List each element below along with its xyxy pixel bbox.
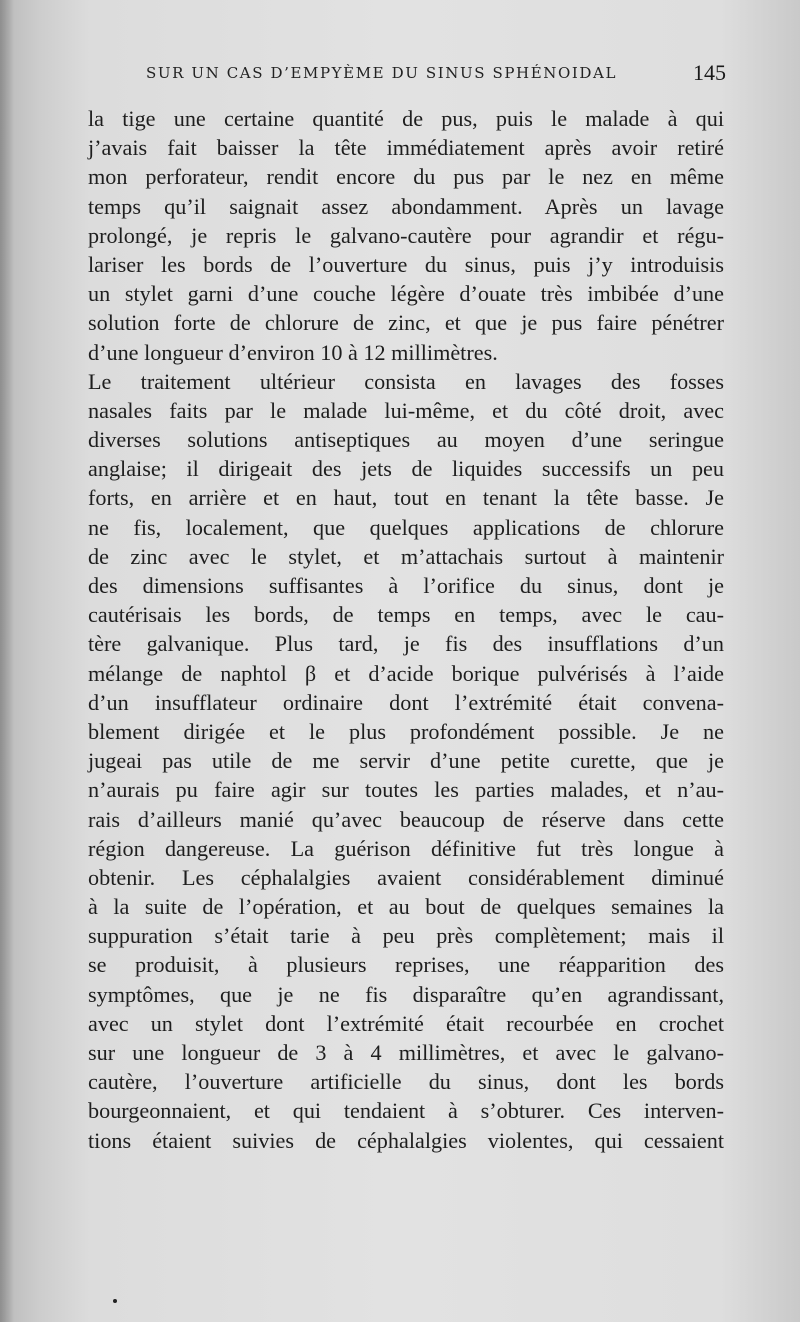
text-line: rais d’ailleurs manié qu’avec beaucoup de réserve dans cette bbox=[88, 806, 724, 832]
text-line: avec un stylet dont l’extrémité était recourbée en crochet bbox=[88, 1010, 724, 1036]
text-line: anglaise; il dirigeait des jets de liquides successifs un peu bbox=[88, 456, 724, 482]
text-line: j’avais fait baisser la tête immédiatement après avoir retiré bbox=[88, 135, 724, 161]
text-line: sur une longueur de 3 à 4 millimètres, et avec le galvano- bbox=[88, 1040, 724, 1065]
text-line: n’aurais pu faire agir sur toutes les parties malades, et n’au- bbox=[88, 777, 724, 803]
text-line: tère galvanique. Plus tard, je fis des insufflations d’un bbox=[88, 631, 724, 657]
page-number: 145 bbox=[693, 60, 726, 85]
text-line: tions étaient suivies de céphalalgies violentes, qui cessaient bbox=[88, 1127, 724, 1153]
text-line: bourgeonnaient, et qui tendaient à s’obturer. Ces interven- bbox=[88, 1098, 724, 1124]
text-line: diverses solutions antiseptiques au moyen d’une seringue bbox=[88, 427, 724, 453]
text-line: se produisit, à plusieurs reprises, une réapparition des bbox=[88, 952, 724, 978]
text-line: forts, en arrière et en haut, tout en tenant la tête basse. Je bbox=[88, 485, 724, 511]
text-line: nasales faits par le malade lui-même, et du côté droit, avec bbox=[88, 397, 724, 423]
text-line: cautérisais les bords, de temps en temps, avec le cau- bbox=[88, 602, 724, 628]
text-line: temps qu’il saignait assez abondamment. Après un lavage bbox=[88, 193, 724, 219]
text-line-indented: Le traitement ultérieur consista en lavages des fosses bbox=[88, 368, 724, 394]
text-line: à la suite de l’opération, et au bout de quelques semaines la bbox=[88, 894, 724, 920]
text-line: ne fis, localement, que quelques applications de chlorure bbox=[88, 514, 724, 540]
text-line: un stylet garni d’une couche légère d’ouate très imbibée d’une bbox=[88, 281, 724, 307]
text-line: symptômes, que je ne fis disparaître qu’en agrandissant, bbox=[88, 981, 724, 1007]
text-line: jugeai pas utile de me servir d’une petite curette, que je bbox=[88, 748, 724, 774]
text-line: blement dirigée et le plus profondément possible. Je ne bbox=[88, 718, 724, 744]
ink-speck bbox=[113, 1299, 117, 1303]
text-line: d’une longueur d’environ 10 à 12 millimètres. bbox=[88, 339, 498, 365]
text-line: région dangereuse. La guérison définitive fut très longue à bbox=[88, 835, 724, 861]
text-line: suppuration s’était tarie à peu près complètement; mais il bbox=[88, 923, 724, 949]
text-line: mon perforateur, rendit encore du pus par le nez en même bbox=[88, 164, 724, 190]
running-title: SUR UN CAS D’EMPYÈME DU SINUS SPHÉNOIDAL bbox=[146, 64, 618, 82]
text-line: cautère, l’ouverture artificielle du sinus, dont les bords bbox=[88, 1069, 724, 1095]
text-line: solution forte de chlorure de zinc, et que je pus faire pénétrer bbox=[88, 310, 724, 336]
running-head bbox=[146, 60, 726, 90]
text-line: des dimensions suffisantes à l’orifice du sinus, dont je bbox=[88, 573, 724, 598]
body-text bbox=[88, 104, 724, 1155]
text-line: obtenir. Les céphalalgies avaient considérablement diminué bbox=[88, 864, 724, 890]
text-line: prolongé, je repris le galvano-cautère pour agrandir et régu- bbox=[88, 222, 724, 248]
text-line: la tige une certaine quantité de pus, puis le malade à qui bbox=[88, 106, 724, 131]
text-line: d’un insufflateur ordinaire dont l’extrémité était convena- bbox=[88, 689, 724, 715]
text-line: mélange de naphtol β et d’acide borique pulvérisés à l’aide bbox=[88, 660, 724, 686]
text-line: lariser les bords de l’ouverture du sinus, puis j’y introduisis bbox=[88, 251, 724, 277]
text-line: de zinc avec le stylet, et m’attachais surtout à maintenir bbox=[88, 543, 724, 569]
